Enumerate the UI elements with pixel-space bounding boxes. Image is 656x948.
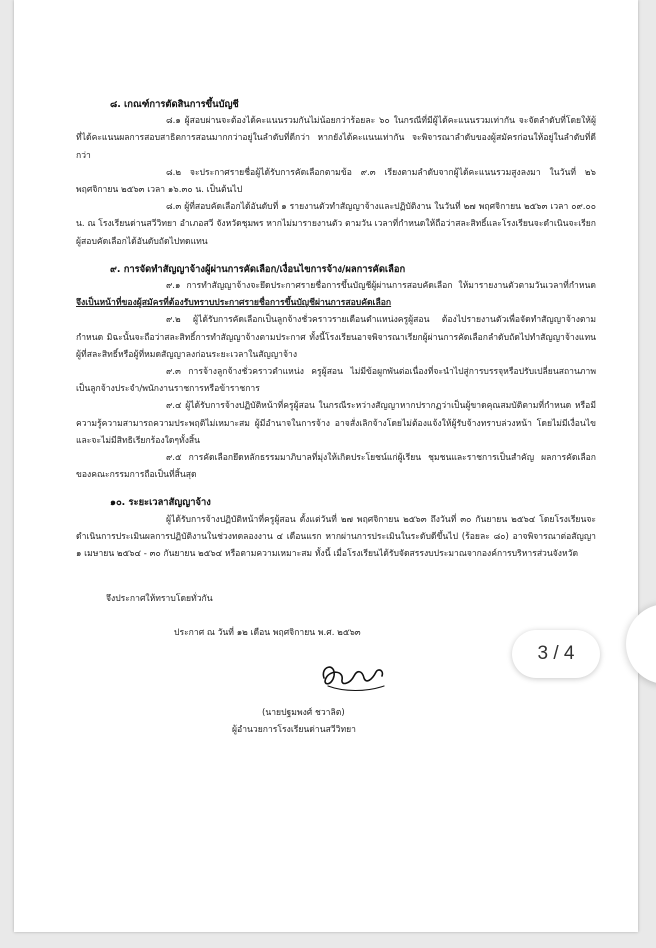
- clause-9-4: ๙.๔ ผู้ได้รับการจ้างปฏิบัติหน้าที่ครูผู้สอน ในกรณีระหว่างสัญญาหากปรากฏว่าเป็นผู้ขาดคุณสมบัติตามที่กำหนด หรือมีความรู้ความสามารถความประพฤติไม่เหมาะสม ผู้มีอำนาจในการจ้าง อาจสั่งเลิกจ้างโดยไม่ต้องแจ้งให้ผู้รับจ้างทราบล่วงหน้า โดยไม่มีเงื่อนไขและจะไม่มีสิทธิเรียกร้องใดๆทั้งสิ้น: [76, 401, 596, 446]
- section-10-heading: ๑๐. ระยะเวลาสัญญาจ้าง: [110, 497, 211, 509]
- announcement-date: ประกาศ ณ วันที่ ๑๒ เดือน พฤศจิกายน พ.ศ. ๒๕๖๓: [174, 628, 361, 638]
- clause-9-1: [76, 278, 596, 312]
- clause-9-1-text: ๙.๑ การทำสัญญาจ้างจะยึดประกาศรายชื่อการขึ้นบัญชีผู้ผ่านการสอบคัดเลือก ให้มารายงานตัวตามวันเวลาที่กำหนด: [166, 281, 596, 292]
- signer-name: (นายปฐมพงศ์ ชวาลิต): [262, 708, 345, 718]
- clause-8-1: ๘.๑ ผู้สอบผ่านจะต้องได้คะแนนรวมกันไม่น้อยกว่าร้อยละ ๖๐ ในกรณีที่มีผู้ได้คะแนนรวมเท่ากัน จะจัดลำดับที่โดยให้ผู้ที่ได้คะแนนผลการสอบสาธิตการสอนมากกว่าอยู่ในลำดับที่ดีกว่า หากยังได้คะแนนเท่ากัน จะพิจารณาลำดับของผู้สมัครก่อนให้อยู่ในลำดับที่ดีกว่า: [76, 116, 596, 161]
- document-body: [76, 96, 596, 563]
- page-indicator: 3 / 4: [512, 630, 600, 678]
- clause-9-1-emphasis: จึงเป็นหน้าที่ของผู้สมัครที่ต้องรับทราบประกาศรายชื่อการขึ้นบัญชีผ่านการสอบคัดเลือก: [76, 298, 392, 309]
- clause-9-3: ๙.๓ การจ้างลูกจ้างชั่วคราวตำแหน่ง ครูผู้สอน ไม่มีข้อผูกพันต่อเนื่องที่จะนำไปสู่การบรรจุหรือปรับเปลี่ยนสถานภาพเป็นลูกจ้างประจำ/พนักงานราชการหรือข้าราชการ: [76, 367, 596, 395]
- section-8-heading: ๘. เกณฑ์การตัดสินการขึ้นบัญชี: [110, 99, 239, 110]
- clause-8-2: ๘.๒ จะประกาศรายชื่อผู้ได้รับการคัดเลือกตามข้อ ๙.๓ เรียงตามลำดับจากผู้ได้คะแนนรวมสูงลงมา ในวันที่ ๒๖ พฤศจิกายน ๒๕๖๓ เวลา ๑๖.๓๐ น. เป็นต้นไป: [76, 167, 596, 196]
- signature-image: [314, 656, 394, 696]
- clause-8-3: ๘.๓ ผู้ที่สอบคัดเลือกได้อันดับที่ ๑ รายงานตัวทำสัญญาจ้างและปฏิบัติงาน ในวันที่ ๒๗ พฤศจิกายน ๒๕๖๓ เวลา ๐๙.๐๐ น. ณ โรงเรียนด่านสวีวิทยา อำเภอสวี จังหวัดชุมพร หากไม่มารายงานตัว ตามวัน เวลาที่กำหนดให้ถือว่าสละสิทธิ์และโรงเรียนจะดำเนินจะเรียกผู้สอบคัดเลือกได้อันดับถัดไปทดแทน: [76, 202, 596, 247]
- signer-title: ผู้อำนวยการโรงเรียนด่านสวีวิทยา: [232, 725, 356, 735]
- section-9-heading: ๙. การจัดทำสัญญาจ้างผู้ผ่านการคัดเลือก/เงื่อนไขการจ้าง/ผลการคัดเลือก: [110, 263, 406, 275]
- clause-9-2: ๙.๒ ผู้ได้รับการคัดเลือกเป็นลูกจ้างชั่วคราวรายเดือนตำแหน่งครูผู้สอน ต้องไปรายงานตัวเพื่อจัดทำสัญญาจ้างตามกำหนด มิฉะนั้นจะถือว่าสละสิทธิ์การทำสัญญาจ้างตามประกาศ ทั้งนี้โรงเรียนอาจพิจารณาเรียกผู้ผ่านการคัดเลือกลำดับถัดไปทำสัญญาจ้างแทนผู้ที่สละสิทธิ์หรือผู้ที่หมดสัญญาลงก่อนระยะเวลาในสัญญาจ้าง: [76, 315, 596, 360]
- clause-10: ผู้ได้รับการจ้างปฏิบัติหน้าที่ครูผู้สอน ตั้งแต่วันที่ ๒๗ พฤศจิกายน ๒๕๖๓ ถึงวันที่ ๓๐ กันยายน ๒๕๖๔ โดยโรงเรียนจะดำเนินการประเมินผลการปฏิบัติงานในช่วงทดลองงาน ๔ เดือนแรก หากผ่านการประเมินในระดับดีขึ้นไป (ร้อยละ ๘๐) อาจพิจารณาต่อสัญญา ๑ เมษายน ๒๕๖๔ - ๓๐ กันยายน ๒๕๖๔ หรือตามความเหมาะสม ทั้งนี้ เมื่อโรงเรียนได้รับจัดสรรงบประมาณจากองค์การบริหารส่วนจังหวัด: [76, 514, 596, 560]
- announcement-text: จึงประกาศให้ทราบโดยทั่วกัน: [106, 594, 213, 604]
- clause-9-5: ๙.๕ การคัดเลือกยึดหลักธรรมมาภิบาลที่มุ่งให้เกิดประโยชน์แก่ผู้เรียน ชุมชนและราชการเป็นสำคัญ ผลการคัดเลือกของคณะกรรมการถือเป็นที่สิ้นสุด: [76, 453, 596, 481]
- document-page: [14, 0, 638, 932]
